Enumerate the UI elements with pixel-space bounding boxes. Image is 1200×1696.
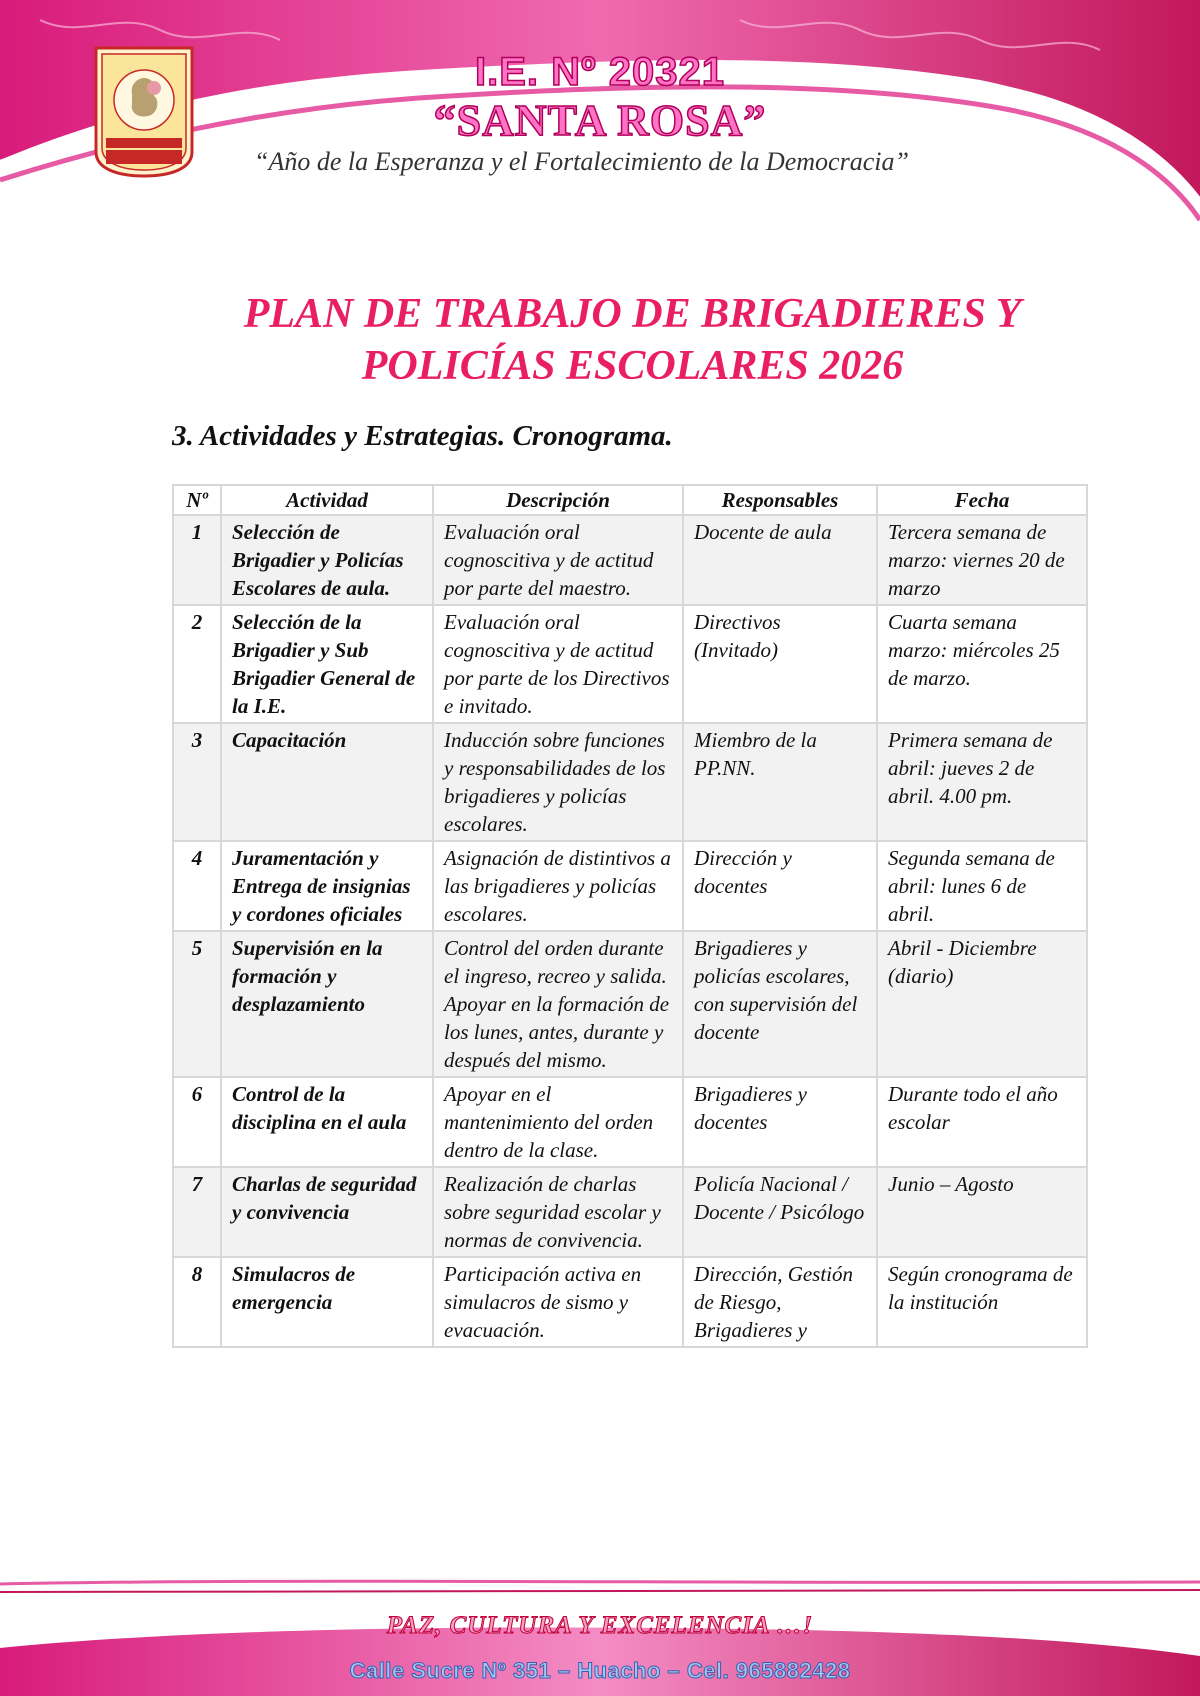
header-description: Descripción — [433, 485, 683, 515]
cell-description: Asignación de distintivos a las brigadieres y policías escolares. — [433, 841, 683, 931]
cell-date: Tercera semana de marzo: viernes 20 de marzo — [877, 515, 1087, 605]
cell-activity: Charlas de seguridad y convivencia — [221, 1167, 433, 1257]
activities-schedule-table — [172, 484, 1088, 1348]
cell-responsibles: Dirección, Gestión de Riesgo, Brigadieres y — [683, 1257, 877, 1347]
cell-responsibles: Dirección y docentes — [683, 841, 877, 931]
year-motto: “Año de la Esperanza y el Fortalecimiento de la Democracia” — [254, 147, 909, 176]
cell-date: Primera semana de abril: jueves 2 de abril. 4.00 pm. — [877, 723, 1087, 841]
cell-description: Realización de charlas sobre seguridad escolar y normas de convivencia. — [433, 1167, 683, 1257]
header-date: Fecha — [877, 485, 1087, 515]
cell-activity: Selección de la Brigadier y Sub Brigadier General de la I.E. — [221, 605, 433, 723]
table-row — [173, 515, 1087, 605]
table-header-row — [173, 485, 1087, 515]
cell-activity: Capacitación — [221, 723, 433, 841]
school-number: I.E. Nº 20321 — [475, 50, 725, 94]
cell-activity: Simulacros de emergencia — [221, 1257, 433, 1347]
cell-number: 5 — [173, 931, 221, 1077]
table-row — [173, 723, 1087, 841]
cell-activity: Supervisión en la formación y desplazamiento — [221, 931, 433, 1077]
cell-activity: Juramentación y Entrega de insignias y cordones oficiales — [221, 841, 433, 931]
cell-number: 1 — [173, 515, 221, 605]
cell-date: Cuarta semana marzo: miércoles 25 de marzo. — [877, 605, 1087, 723]
cell-description: Apoyar en el mantenimiento del orden dentro de la clase. — [433, 1077, 683, 1167]
cell-date: Segunda semana de abril: lunes 6 de abril. — [877, 841, 1087, 931]
cell-number: 8 — [173, 1257, 221, 1347]
cell-date: Durante todo el año escolar — [877, 1077, 1087, 1167]
cell-description: Participación activa en simulacros de sismo y evacuación. — [433, 1257, 683, 1347]
school-name: “SANTA ROSA” — [433, 96, 767, 145]
cell-number: 6 — [173, 1077, 221, 1167]
cell-responsibles: Docente de aula — [683, 515, 877, 605]
cell-date: Junio – Agosto — [877, 1167, 1087, 1257]
header-responsibles: Responsables — [683, 485, 877, 515]
table-row — [173, 841, 1087, 931]
cell-activity: Selección de Brigadier y Policías Escolares de aula. — [221, 515, 433, 605]
cell-number: 2 — [173, 605, 221, 723]
cell-number: 7 — [173, 1167, 221, 1257]
cell-responsibles: Miembro de la PP.NN. — [683, 723, 877, 841]
cell-responsibles: Brigadieres y docentes — [683, 1077, 877, 1167]
document-title — [0, 288, 1200, 392]
title-line-2: POLICÍAS ESCOLARES 2026 — [361, 343, 904, 389]
cell-date: Según cronograma de la institución — [877, 1257, 1087, 1347]
footer-slogan: PAZ, CULTURA Y EXCELENCIA …! — [386, 1612, 814, 1639]
cell-date: Abril - Diciembre (diario) — [877, 931, 1087, 1077]
table-row — [173, 605, 1087, 723]
cell-responsibles: Directivos (Invitado) — [683, 605, 877, 723]
cell-description: Evaluación oral cognoscitiva y de actitud por parte del maestro. — [433, 515, 683, 605]
cell-responsibles: Brigadieres y policías escolares, con supervisión del docente — [683, 931, 877, 1077]
footer-address: Calle Sucre Nº 351 – Huacho – Cel. 965882428 — [349, 1658, 851, 1683]
cell-description: Evaluación oral cognoscitiva y de actitud por parte de los Directivos e invitado. — [433, 605, 683, 723]
table-row — [173, 931, 1087, 1077]
title-line-1: PLAN DE TRABAJO DE BRIGADIERES Y — [243, 291, 1022, 337]
cell-number: 4 — [173, 841, 221, 931]
cell-number: 3 — [173, 723, 221, 841]
table-row — [173, 1167, 1087, 1257]
cell-description: Control del orden durante el ingreso, recreo y salida. Apoyar en la formación de los lunes, antes, durante y después del mismo. — [433, 931, 683, 1077]
header-number: Nº — [173, 485, 221, 515]
cell-responsibles: Policía Nacional / Docente / Psicólogo — [683, 1167, 877, 1257]
table-row — [173, 1077, 1087, 1167]
header-activity: Actividad — [221, 485, 433, 515]
section-heading: 3. Actividades y Estrategias. Cronograma. — [172, 420, 673, 452]
table-row — [173, 1257, 1087, 1347]
cell-activity: Control de la disciplina en el aula — [221, 1077, 433, 1167]
cell-description: Inducción sobre funciones y responsabilidades de los brigadieres y policías escolares. — [433, 723, 683, 841]
